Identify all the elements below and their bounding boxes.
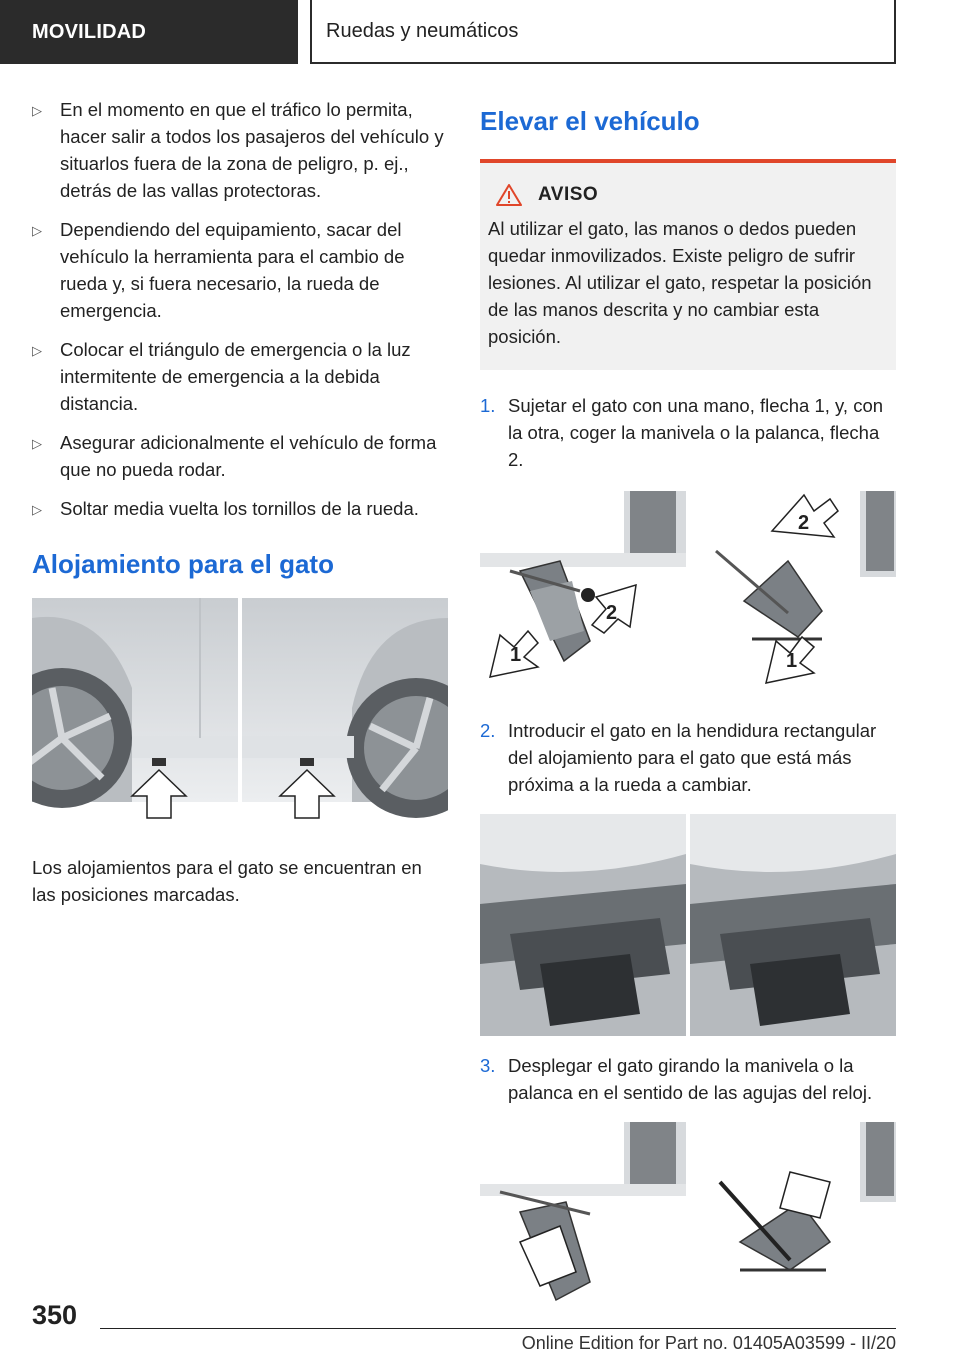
bullet-item (32, 216, 448, 324)
bullet-text: Soltar media vuelta los tornillos de la rueda. (60, 498, 419, 519)
triangle-right-outline-icon: ▷ (32, 343, 42, 358)
header-section-tab (0, 0, 298, 64)
footer-divider (100, 1328, 896, 1329)
triangle-right-outline-icon: ▷ (32, 223, 42, 238)
hold-jack-illustration (480, 491, 896, 687)
bullet-item (32, 495, 448, 523)
triangle-right-outline-icon: ▷ (32, 502, 42, 517)
footer-edition: Online Edition for Part no. 01405A03599 - II/20 (521, 1333, 896, 1353)
figure-caption: Los alojamientos para el gato se encuentran en las posiciones marcadas. (32, 857, 422, 905)
triangle-right-outline-icon: ▷ (32, 436, 42, 451)
extend-jack-illustration (480, 1122, 896, 1314)
bullet-text: Colocar el triángulo de emergencia o la luz intermitente de emergencia a la debida distancia. (60, 339, 411, 414)
bullet-text: Asegurar adicionalmente el vehículo de forma que no pueda rodar. (60, 432, 437, 480)
chapter-title: Ruedas y neumáticos (326, 19, 519, 42)
arrow-label: 2 (798, 512, 810, 534)
step-text: Sujetar el gato con una mano, flecha 1, y, con la otra, coger la manivela o la palanca, flecha 2. (508, 395, 884, 470)
warning-box (480, 159, 896, 370)
figure-extend-jack (480, 1122, 896, 1314)
heading-lift-vehicle: Elevar el vehículo (480, 106, 700, 136)
bullet-item (32, 336, 448, 417)
step-text: Introducir el gato en la hendidura rectangular del alojamiento para el gato que está más próxima a la rueda a cambiar. (508, 720, 877, 795)
bullet-item (32, 96, 448, 204)
triangle-right-outline-icon: ▷ (32, 103, 42, 118)
step-text: Desplegar el gato girando la manivela o la palanca en el sentido de las agujas del reloj. (508, 1055, 873, 1103)
step-number: 3. (480, 1055, 496, 1076)
step-item (480, 1052, 896, 1106)
heading-jack-points: Alojamiento para el gato (32, 549, 334, 579)
figure-insert-jack (480, 814, 896, 1036)
bullet-text: Dependiendo del equipamiento, sacar del vehículo la herramienta para el cambio de rueda y, si fuera necesario, la rueda de emergencia. (60, 219, 405, 321)
jack-points-illustration (32, 598, 448, 820)
arrow-label: 1 (510, 644, 522, 666)
figure-jack-points (32, 598, 448, 820)
figure-hold-jack (480, 491, 896, 687)
warning-text: Al utilizar el gato, las manos o dedos pueden quedar inmovilizados. Existe peligro de sufrir lesiones. Al utilizar el gato, respetar la posición de las manos descrita y no cambiar esta posición. (488, 218, 872, 347)
step-number: 2. (480, 720, 496, 741)
arrow-label: 1 (786, 650, 798, 672)
step-item (480, 717, 896, 798)
page-number: 350 (32, 1300, 78, 1330)
step-item (480, 392, 896, 473)
warning-triangle-icon (496, 183, 522, 207)
insert-jack-illustration (480, 814, 896, 1036)
bullet-item (32, 429, 448, 483)
right-column (480, 96, 896, 1314)
warning-title: AVISO (538, 184, 599, 205)
header-chapter-tab (310, 0, 896, 64)
step-number: 1. (480, 395, 496, 416)
arrow-label: 2 (606, 602, 618, 624)
left-column (32, 96, 448, 908)
warning-header (496, 183, 888, 207)
section-title: MOVILIDAD (32, 20, 147, 43)
bullet-text: En el momento en que el tráfico lo permita, hacer salir a todos los pasajeros del vehículo y situarlos fuera de la zona de peligro, p. ej., detrás de las vallas protectoras. (60, 99, 444, 201)
